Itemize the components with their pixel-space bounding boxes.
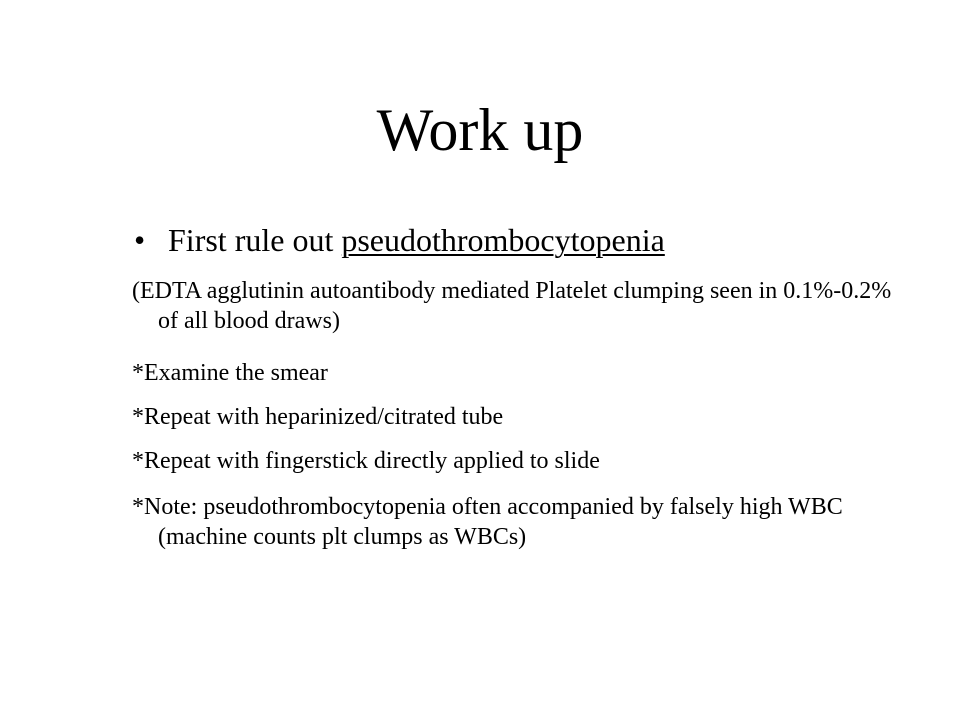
- sub-item-examine-smear: *Examine the smear: [132, 360, 328, 386]
- sub-item-repeat-fingerstick: *Repeat with fingerstick directly applied to slide: [132, 448, 600, 474]
- slide-title: Work up: [376, 97, 584, 163]
- main-bullet-underlined-term: pseudothrombocytopenia: [341, 222, 665, 258]
- main-bullet-prefix: First rule out: [168, 222, 342, 258]
- sub-item-repeat-tube: *Repeat with heparinized/citrated tube: [132, 404, 504, 430]
- sub-item-note-wbc: *Note: pseudothrombocytopenia often accompanied by falsely high WBC (machine counts plt clumps as WBCs): [132, 494, 843, 550]
- bullet-icon: •: [134, 222, 146, 258]
- main-bullet: [134, 220, 665, 260]
- sub-item-edta-note: (EDTA agglutinin autoantibody mediated Platelet clumping seen in 0.1%-0.2% of all blood draws): [132, 278, 892, 334]
